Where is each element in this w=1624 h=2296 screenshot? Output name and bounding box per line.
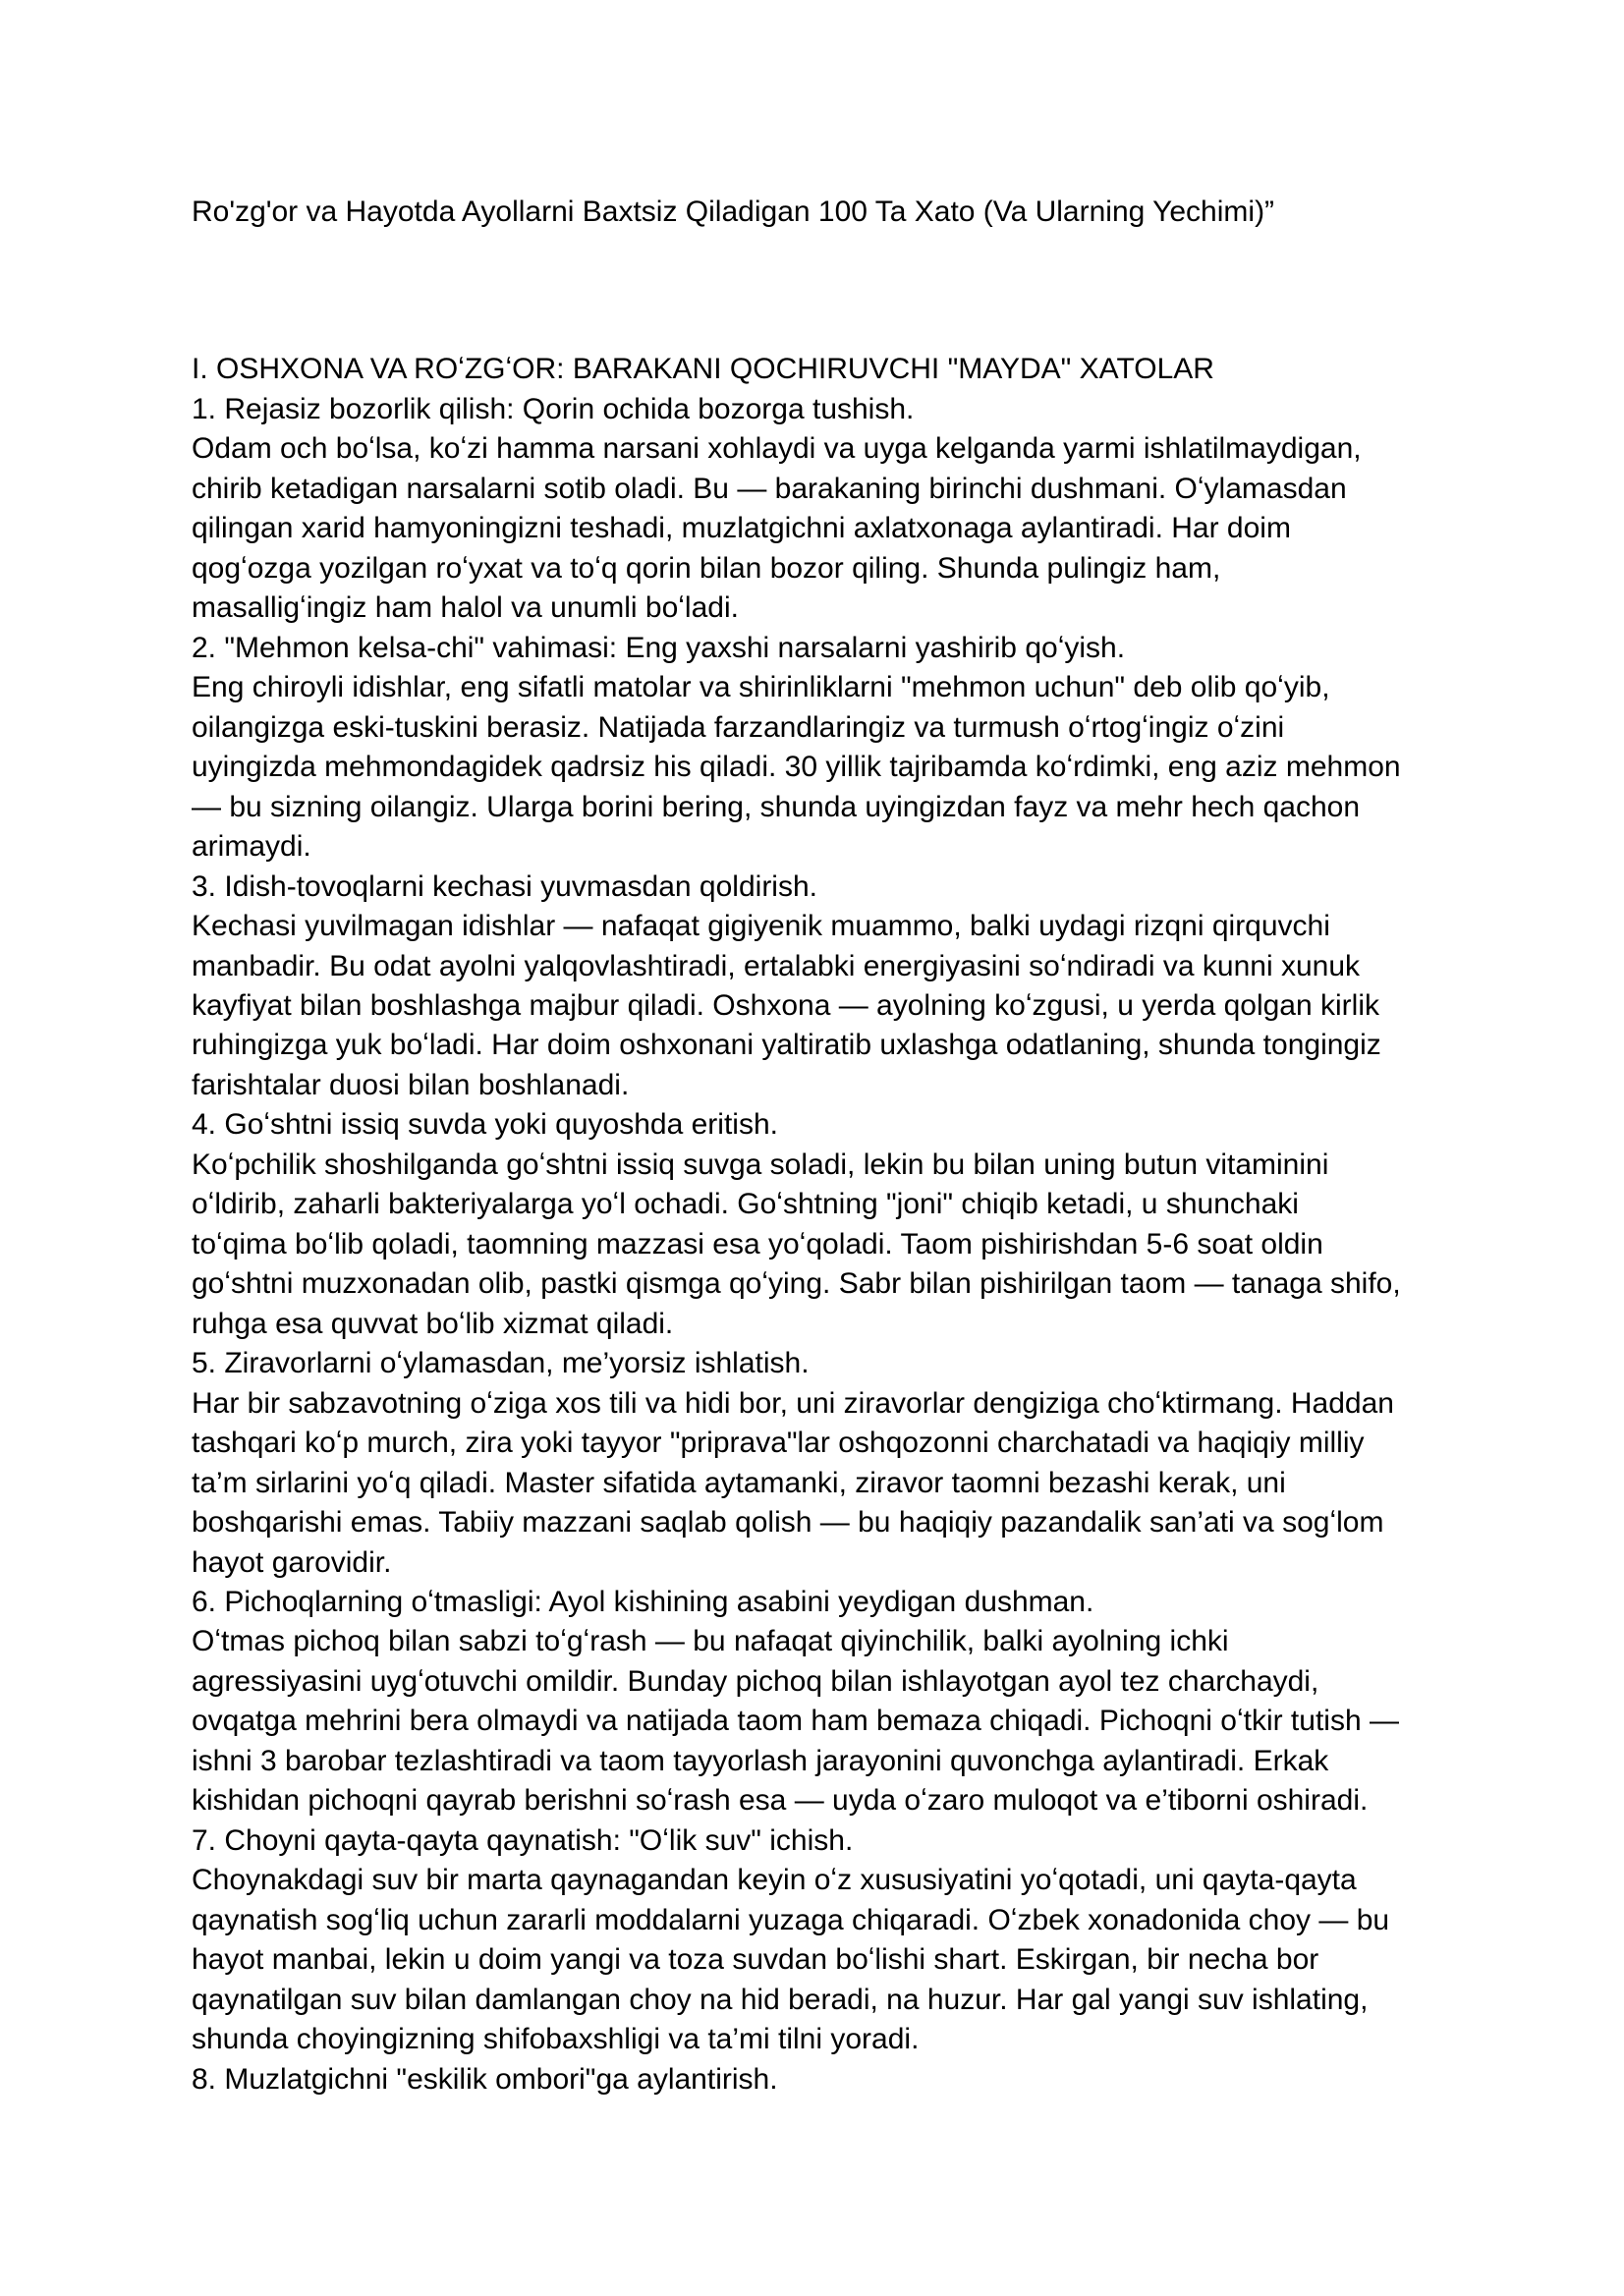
- item-heading: 8. Muzlatgichni "eskilik ombori"ga aylantirish.: [192, 2062, 778, 2096]
- title-gap: [192, 232, 1587, 350]
- body-line: Choynakdagi suv bir marta qaynagandan keyin oʻz xususiyatini yoʻqotadi, uni qayta-qayta: [192, 1864, 1357, 1897]
- item-heading: 5. Ziravorlarni oʻylamasdan, me’yorsiz ishlatish.: [192, 1347, 810, 1380]
- item-heading: 1. Rejasiz bozorlik qilish: Qorin ochida bozorga tushish.: [192, 392, 915, 425]
- item-heading: 2. "Mehmon kelsa-chi" vahimasi: Eng yaxshi narsalarni yashirib qoʻyish.: [192, 631, 1126, 664]
- body-line: Koʻpchilik shoshilganda goʻshtni issiq suvga soladi, lekin bu bilan uning butun vitaminini: [192, 1148, 1329, 1181]
- document-body: [192, 390, 1587, 2100]
- text-column: [192, 193, 1587, 2100]
- body-line: Eng chiroyli idishlar, eng sifatli matolar va shirinliklarni "mehmon uchun" deb olib qoʻyib,: [192, 671, 1330, 704]
- body-line: hayot manbai, lekin u doim yangi va toza suvdan boʻlishi shart. Eskirgan, bir necha bor: [192, 1943, 1319, 1977]
- body-line: — bu sizning oilangiz. Ularga borini bering, shunda uyingizdan fayz va mehr hech qachon: [192, 790, 1361, 823]
- body-line: goʻshtni muzxonadan olib, pastki qismga qoʻying. Sabr bilan pishirilgan taom — tanaga shifo,: [192, 1267, 1401, 1301]
- body-line: ovqatga mehrini bera olmaydi va natijada taom ham bemaza chiqadi. Pichoqni oʻtkir tutish —: [192, 1705, 1399, 1738]
- body-line: chirib ketadigan narsalarni sotib oladi. Bu — barakaning birinchi dushmani. Oʻylamasdan: [192, 472, 1347, 505]
- item-heading: 7. Choyni qayta-qayta qaynatish: "Oʻlik suv" ichish.: [192, 1823, 854, 1857]
- body-line: Har bir sabzavotning oʻziga xos tili va hidi bor, uni ziravorlar dengiziga choʻktirmang. Haddan: [192, 1386, 1394, 1420]
- body-line: agressiyasini uygʻotuvchi omildir. Bunday pichoq bilan ishlayotgan ayol tez charchaydi,: [192, 1664, 1319, 1698]
- item-heading: 4. Goʻshtni issiq suvda yoki quyoshda eritish.: [192, 1108, 778, 1142]
- body-line: tashqari koʻp murch, zira yoki tayyor "priprava"lar oshqozonni charchatadi va haqiqiy milliy: [192, 1427, 1365, 1460]
- body-line: kishidan pichoqni qayrab berishni soʻrash esa — uyda oʻzaro muloqot va e’tiborni oshiradi.: [192, 1784, 1369, 1818]
- body-line: ruhga esa quvvat boʻlib xizmat qiladi.: [192, 1307, 674, 1340]
- body-line: oilangizga eski-tuskini berasiz. Natijada farzandlaringiz va turmush oʻrtogʻingiz oʻzini: [192, 710, 1285, 744]
- body-line: Oʻtmas pichoq bilan sabzi toʻgʻrash — bu nafaqat qiyinchilik, balki ayolning ichki: [192, 1625, 1229, 1658]
- body-line: oʻldirib, zaharli bakteriyalarga yoʻl ochadi. Goʻshtning "joni" chiqib ketadi, u shunchaki: [192, 1188, 1299, 1221]
- body-line: toʻqima boʻlib qoladi, taomning mazzasi esa yoʻqoladi. Taom pishirishdan 5-6 soat oldin: [192, 1227, 1323, 1260]
- body-line: ruhingizga yuk boʻladi. Har doim oshxonani yaltiratib uxlashga odatlaning, shunda tongingiz: [192, 1029, 1381, 1062]
- item-heading: 6. Pichoqlarning oʻtmasligi: Ayol kishining asabini yeydigan dushman.: [192, 1586, 1094, 1618]
- body-line: qilingan xarid hamyoningizni teshadi, muzlatgichni axlatxonaga aylantiradi. Har doim: [192, 512, 1291, 545]
- body-line: boshqarishi emas. Tabiiy mazzani saqlab qolish — bu haqiqiy pazandalik san’ati va sogʻlom: [192, 1506, 1384, 1540]
- item-heading: 3. Idish-tovoqlarni kechasi yuvmasdan qoldirish.: [192, 869, 817, 903]
- body-line: uyingizda mehmondagidek qadrsiz his qiladi. 30 yillik tajribamda koʻrdimki, eng aziz mehmon: [192, 751, 1401, 784]
- body-line: qogʻozga yozilgan roʻyxat va toʻq qorin bilan bozor qiling. Shunda pulingiz ham,: [192, 551, 1221, 585]
- body-line: masalligʻingiz ham halol va unumli boʻladi.: [192, 591, 739, 625]
- body-line: farishtalar duosi bilan boshlanadi.: [192, 1068, 630, 1101]
- body-line: Kechasi yuvilmagan idishlar — nafaqat gigiyenik muammo, balki uydagi rizqni qirquvchi: [192, 910, 1330, 943]
- body-line: ta’m sirlarini yoʻq qiladi. Master sifatida aytamanki, ziravor taomni bezashi kerak, uni: [192, 1466, 1286, 1499]
- body-line: arimaydi.: [192, 830, 311, 864]
- body-line: manbadir. Bu odat ayolni yalqovlashtiradi, ertalabki energiyasini soʻndiradi va kunni xunuk: [192, 949, 1361, 982]
- body-line: hayot garovidir.: [192, 1545, 392, 1579]
- body-line: Odam och boʻlsa, koʻzi hamma narsani xohlaydi va uyga kelganda yarmi ishlatilmaydigan,: [192, 432, 1362, 466]
- body-line: kayfiyat bilan boshlashga majbur qiladi. Oshxona — ayolning koʻzgusi, u yerda qolgan kirlik: [192, 988, 1379, 1022]
- body-line: ishni 3 barobar tezlashtiradi va taom tayyorlash jarayonini quvonchga aylantiradi. Erkak: [192, 1744, 1329, 1777]
- document-title: Ro'zg'or va Hayotda Ayollarni Baxtsiz Qiladigan 100 Ta Xato (Va Ularning Yechimi)”: [192, 196, 1275, 228]
- body-line: shunda choyingizning shifobaxshligi va ta’mi tilni yoradi.: [192, 2023, 920, 2056]
- body-line: qaynatish sogʻliq uchun zararli moddalarni yuzaga chiqaradi. Oʻzbek xonadonida choy — bu: [192, 1903, 1390, 1936]
- body-line: qaynatilgan suv bilan damlangan choy na hid beradi, na huzur. Har gal yangi suv ishlating,: [192, 1983, 1369, 2016]
- section-heading: I. OSHXONA VA ROʻZGʻOR: BARAKANI QOCHIRUVCHI "MAYDA" XATOLAR: [192, 353, 1214, 386]
